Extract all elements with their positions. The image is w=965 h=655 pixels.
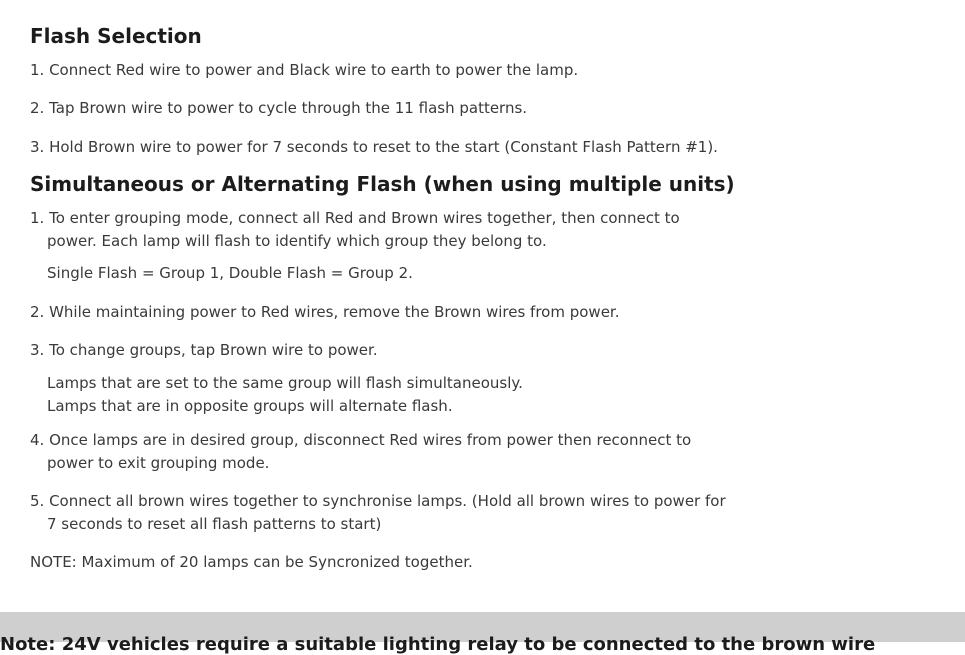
footer-note-text: Note: 24V vehicles require a suitable lighting relay to be connected to the brown wire — [0, 634, 876, 655]
flash-selection-step-1: 1. Connect Red wire to power and Black wire to earth to power the lamp. — [30, 61, 579, 79]
simultaneous-alternating-heading: Simultaneous or Alternating Flash (when using multiple units) — [30, 172, 735, 196]
max-lamps-note: NOTE: Maximum of 20 lamps can be Syncronized together. — [30, 553, 473, 571]
flash-selection-step-2: 2. Tap Brown wire to power to cycle through the 11 flash patterns. — [30, 99, 528, 117]
flash-selection-heading: Flash Selection — [30, 24, 202, 48]
grouping-step-3-note-1: Lamps that are set to the same group will flash simultaneously. — [47, 374, 523, 392]
grouping-step-3-note-2: Lamps that are in opposite groups will alternate flash. — [47, 397, 453, 415]
grouping-step-1-note: Single Flash = Group 1, Double Flash = Group 2. — [47, 264, 413, 282]
grouping-step-4-line-1: 4. Once lamps are in desired group, disconnect Red wires from power then reconnect to — [30, 431, 692, 449]
grouping-step-2: 2. While maintaining power to Red wires, remove the Brown wires from power. — [30, 303, 620, 321]
grouping-step-5-line-2: 7 seconds to reset all flash patterns to start) — [47, 515, 382, 533]
grouping-step-5-line-1: 5. Connect all brown wires together to synchronise lamps. (Hold all brown wires to power for — [30, 492, 726, 510]
grouping-step-1-line-1: 1. To enter grouping mode, connect all Red and Brown wires together, then connect to — [30, 209, 680, 227]
grouping-step-3: 3. To change groups, tap Brown wire to power. — [30, 341, 378, 359]
footer-note-band — [0, 612, 965, 655]
grouping-step-4-line-2: power to exit grouping mode. — [47, 454, 270, 472]
grouping-step-1-line-2: power. Each lamp will flash to identify which group they belong to. — [47, 232, 547, 250]
flash-selection-step-3: 3. Hold Brown wire to power for 7 seconds to reset to the start (Constant Flash Pattern #1). — [30, 138, 718, 156]
